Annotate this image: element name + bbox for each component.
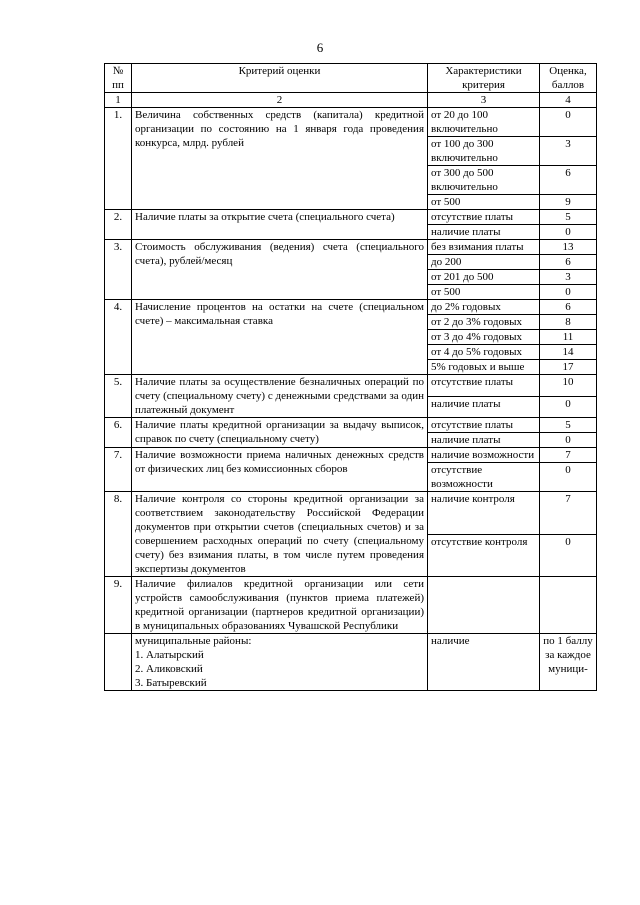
header-row [105,64,597,93]
characteristic-text: от 500 [428,285,540,300]
criterion-text: Начисление процентов на остатки на счете (специальном счете) – максимальная ставка [132,300,428,375]
score-value: 11 [540,330,597,345]
row-number: 3. [105,240,132,300]
characteristic-text: от 2 до 3% годовых [428,315,540,330]
score-value: 0 [540,225,597,240]
table-row [105,210,597,225]
characteristic-text: от 100 до 300 включительно [428,137,540,166]
characteristic-text: отсутствие платы [428,375,540,397]
row-number: 2. [105,210,132,240]
characteristic-text: 5% годовых и выше [428,360,540,375]
row-number: 7. [105,448,132,492]
score-value: 7 [540,448,597,463]
row-number: 4. [105,300,132,375]
score-value: 5 [540,210,597,225]
score-value: 0 [540,534,597,577]
criterion-text: Наличие возможности приема наличных денежных средств от физических лиц без комиссионных сборов [132,448,428,492]
characteristic-text: отсутствие контроля [428,534,540,577]
table-row [105,634,597,691]
characteristic-text: от 20 до 100 включительно [428,108,540,137]
header-characteristics: Характеристики критерия [428,64,540,93]
score-value: по 1 баллу за каждое муници- [540,634,597,691]
score-value: 0 [540,108,597,137]
criteria-table [104,63,597,691]
characteristic-text: наличие контроля [428,492,540,535]
characteristic-text: отсутствие платы [428,418,540,433]
table-row [105,492,597,535]
score-value: 17 [540,360,597,375]
characteristic-text: наличие платы [428,225,540,240]
column-number-row [105,93,597,108]
criterion-text: Наличие платы кредитной организации за выдачу выписок, справок по счету (специальному счету) [132,418,428,448]
row-number: 9. [105,577,132,634]
score-value: 3 [540,270,597,285]
score-value: 10 [540,375,597,397]
score-value: 3 [540,137,597,166]
column-number: 1 [105,93,132,108]
column-number: 3 [428,93,540,108]
score-value: 8 [540,315,597,330]
criterion-text: Наличие платы за открытие счета (специального счета) [132,210,428,240]
row-number: 8. [105,492,132,577]
header-num: № пп [105,64,132,93]
characteristic-text: отсутствие платы [428,210,540,225]
score-value: 9 [540,195,597,210]
score-value: 6 [540,255,597,270]
criterion-text: Наличие контроля со стороны кредитной организации за соответствием законодательству Российской Федерации документов при открытии счетов (специальных счетов) и за совершением расходных операций по счету (специальному счету) без взимания платы, в том числе путем проведения экспертизы документов [132,492,428,577]
district-item: 1. Алатырский [135,649,204,661]
table-row [105,418,597,433]
score-value: 14 [540,345,597,360]
characteristic-text: без взимания платы [428,240,540,255]
characteristic-text: наличие платы [428,433,540,448]
row-number: 1. [105,108,132,210]
characteristic-empty [428,577,540,634]
row-number: 6. [105,418,132,448]
score-empty [540,577,597,634]
district-item: 2. Аликовский [135,663,203,675]
column-number: 4 [540,93,597,108]
district-item: 3. Батыревский [135,677,207,689]
score-value: 6 [540,300,597,315]
header-criterion: Критерий оценки [132,64,428,93]
score-value: 5 [540,418,597,433]
criteria-body [105,108,597,577]
table-row [105,577,597,634]
score-value: 7 [540,492,597,535]
page-number: 6 [316,40,324,55]
table-row [105,448,597,463]
district-list-title: муниципальные районы: [135,635,252,647]
criterion-text: Стоимость обслуживания (ведения) счета (специального счета), рублей/месяц [132,240,428,300]
table-row [105,240,597,255]
characteristic-text: от 3 до 4% годовых [428,330,540,345]
row-number: 5. [105,375,132,418]
characteristic-text: отсутствие возможности [428,463,540,492]
characteristic-text: от 300 до 500 включительно [428,166,540,195]
characteristic-text: от 201 до 500 [428,270,540,285]
row-number-empty [105,634,132,691]
characteristic-text: до 2% годовых [428,300,540,315]
header-score: Оценка, баллов [540,64,597,93]
score-value: 13 [540,240,597,255]
table-row [105,300,597,315]
score-value: 0 [540,396,597,418]
column-number: 2 [132,93,428,108]
table-row [105,108,597,137]
criterion-text: Наличие филиалов кредитной организации или сети устройств самообслуживания (пунктов приема платежей) кредитной организации (партнеров кредитной организации) в муниципальных образованиях Чувашской Республики [132,577,428,634]
characteristic-text: до 200 [428,255,540,270]
characteristic-text: наличие платы [428,396,540,418]
characteristic-text: от 4 до 5% годовых [428,345,540,360]
score-value: 0 [540,433,597,448]
score-value: 6 [540,166,597,195]
characteristic-text: наличие [428,634,540,691]
score-value: 0 [540,285,597,300]
criterion-text: Наличие платы за осуществление безналичных операций по счету (специальному счету) с денежными средствами за один платежный документ [132,375,428,418]
district-list [132,634,428,691]
criterion-text: Величина собственных средств (капитала) кредитной организации по состоянию на 1 января года проведения конкурса, млрд. рублей [132,108,428,210]
characteristic-text: наличие возможности [428,448,540,463]
score-value: 0 [540,463,597,492]
row-9-body [105,577,597,691]
table-row [105,375,597,397]
characteristic-text: от 500 [428,195,540,210]
